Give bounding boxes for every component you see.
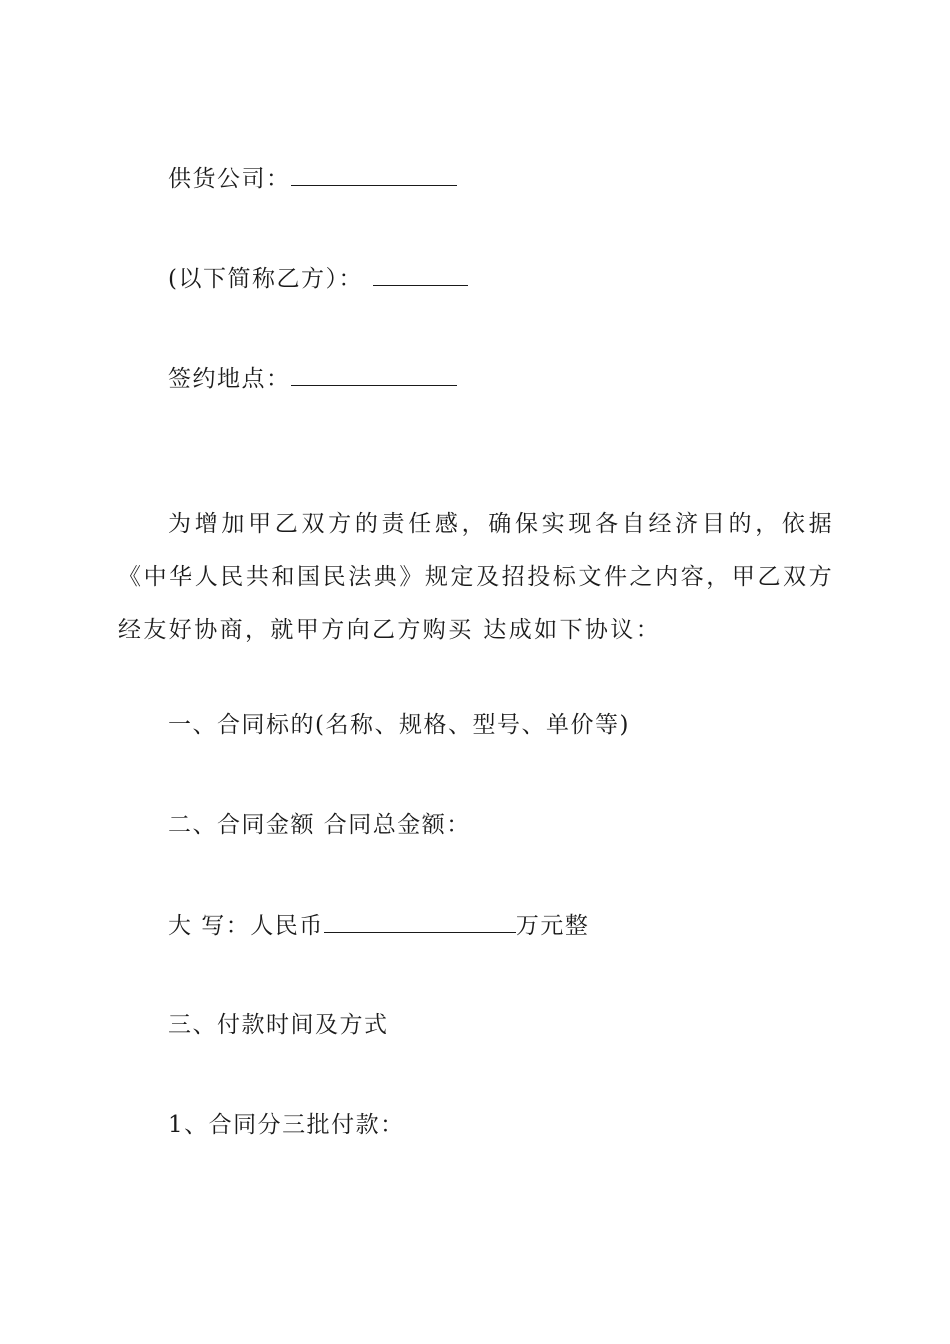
section-3-item-1: 1、合同分三批付款： — [168, 1112, 405, 1138]
party-b-label: (以下简称乙方）： — [168, 266, 363, 292]
supplier-blank[interactable] — [291, 163, 457, 186]
intro-paragraph: 为增加甲乙双方的责任感，确保实现各自经济目的，依据《中华人民共和国民法典》规定及招投标文件之内容，甲乙双方经友好协商，就甲方向乙方购买 达成如下协议： — [118, 511, 834, 643]
amount-line — [168, 910, 589, 941]
section-3-title: 三、付款时间及方式 — [168, 1012, 389, 1038]
location-blank[interactable] — [291, 363, 457, 386]
amount-suffix: 万元整 — [515, 913, 590, 939]
party-b-line — [168, 263, 468, 294]
amount-prefix: 大 写：人民币 — [168, 913, 324, 939]
supplier-line — [168, 163, 457, 194]
party-b-blank[interactable] — [373, 263, 468, 286]
section-1-title: 一、合同标的(名称、规格、型号、单价等) — [168, 712, 630, 738]
location-label: 签约地点： — [168, 366, 291, 392]
amount-blank[interactable] — [324, 910, 516, 933]
supplier-label: 供货公司： — [168, 166, 291, 192]
location-line — [168, 363, 457, 394]
section-2-title: 二、合同金额 合同总金额： — [168, 812, 471, 838]
